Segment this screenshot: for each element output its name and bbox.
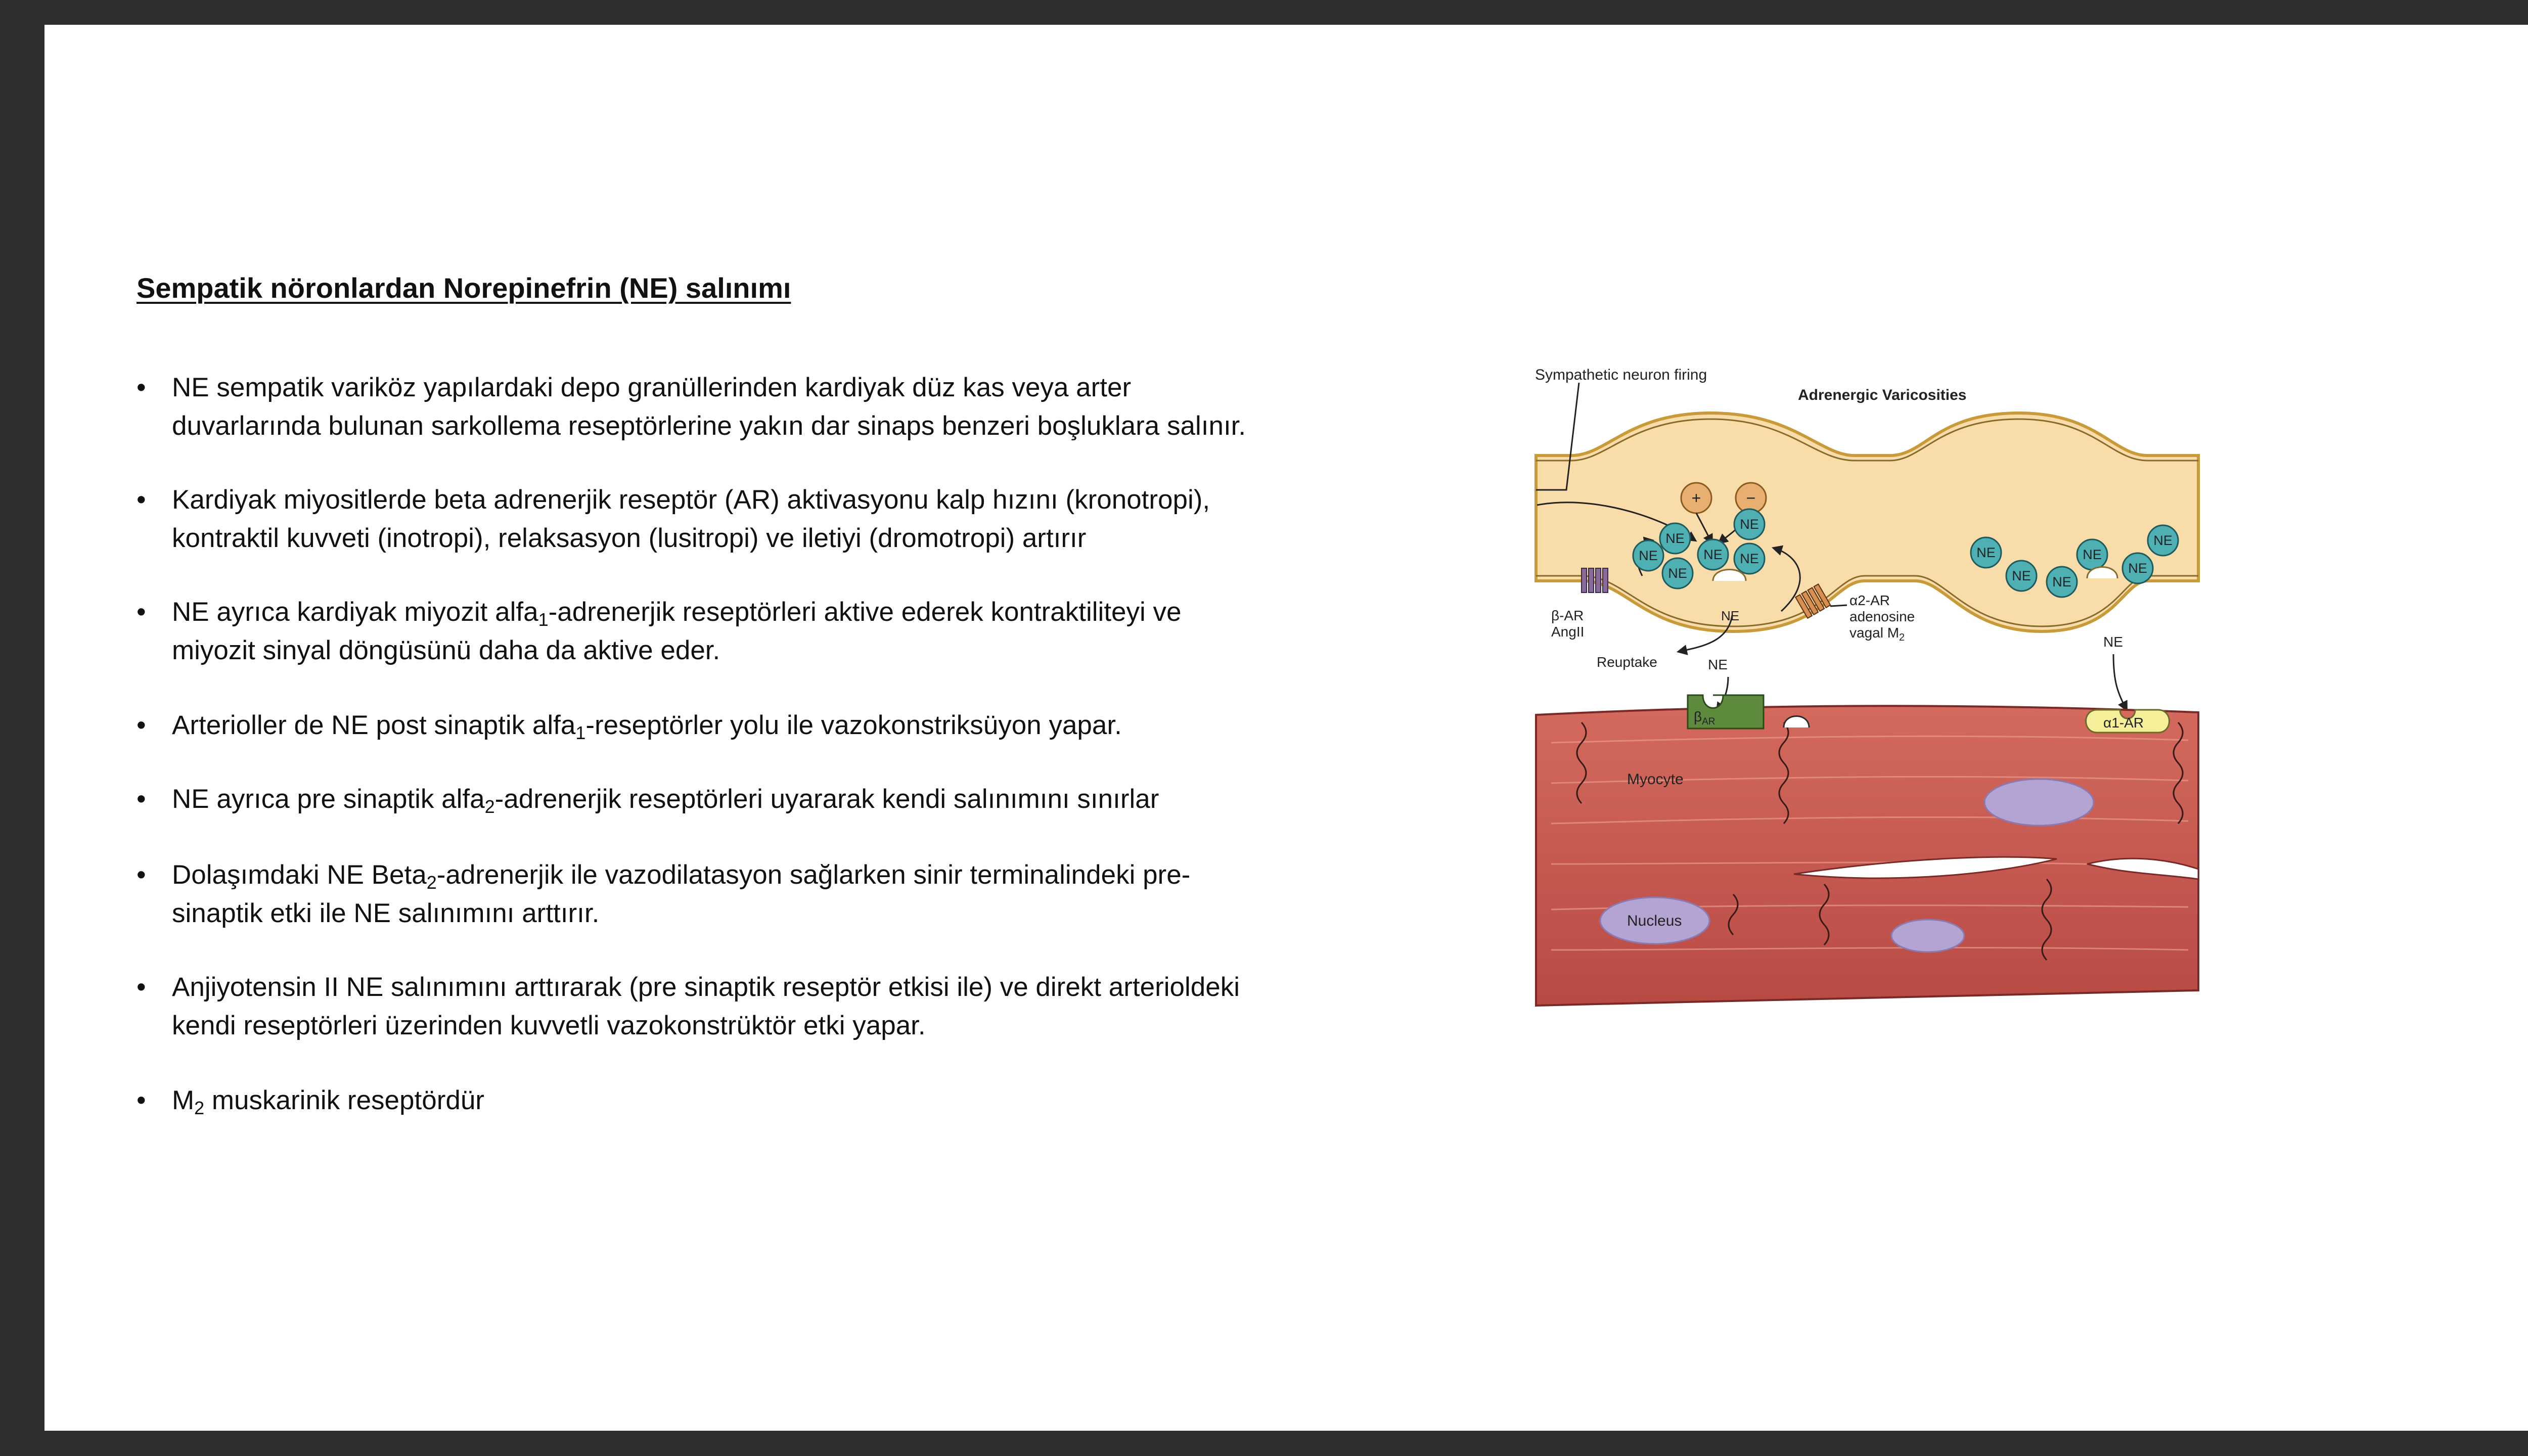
svg-text:NE: NE — [1639, 548, 1658, 563]
bullet-item — [137, 593, 1451, 670]
bullet-dot: • — [137, 1085, 146, 1115]
svg-text:NE: NE — [1976, 545, 1996, 560]
svg-text:NE: NE — [1665, 531, 1685, 546]
bullet-text: Anjiyotensin II NE salınımını arttırarak (pre sinaptik reseptör etkisi ile) ve direkt arterioldeki kendi reseptörleri üzerinden kuvvetli vazokonstrüktör etki yapar. — [172, 972, 1240, 1040]
bullet-item — [137, 1081, 1451, 1120]
bullet-dot: • — [137, 784, 146, 814]
angii-label: AngII — [1551, 624, 1585, 640]
svg-text:NE: NE — [2128, 561, 2147, 576]
bullet-item — [137, 481, 1451, 558]
vagal-m2-label: vagal $M_2$ — [1849, 625, 1905, 643]
bullet-text: NE sempatik variköz yapılardaki depo granüllerinden kardiyak düz kas veya arter duvarlarında bulunan sarkollema reseptörlerine yakın dar sinaps benzeri boşluklara salınır. — [172, 373, 1246, 441]
ne-synaptic-left: NE — [1708, 657, 1728, 672]
myocyte-muscle — [1536, 706, 2198, 1006]
adenosine-label: adenosine — [1849, 609, 1915, 624]
myocyte-label: Myocyte — [1627, 771, 1684, 788]
beta-ar-receptor-box — [1688, 695, 1764, 729]
bullet-item — [137, 706, 1451, 745]
alpha2-ar-label: α2-AR — [1849, 593, 1890, 608]
minus-sign: − — [1746, 489, 1756, 507]
adrenergic-figure — [1491, 338, 2310, 1056]
svg-text:NE: NE — [1703, 547, 1723, 562]
bullet-item — [137, 369, 1451, 445]
bullet-text: NE ayrıca pre sinaptik alfa$_2$-adrenerjik reseptörleri uyararak kendi salınımını sınırlar — [172, 784, 1159, 817]
ne-released-left: NE — [1721, 608, 1740, 623]
bullet-text: NE ayrıca kardiyak miyozit alfa$_1$-adrenerjik reseptörleri aktive ederek kontraktiliteyi ve miyozit sinyal döngüsünü daha da aktive eder. — [172, 597, 1182, 665]
nucleus-large — [1984, 779, 2094, 826]
bullet-dot: • — [137, 373, 146, 402]
svg-text:NE: NE — [1740, 517, 1759, 532]
bullet-text: Arterioller de NE post sinaptik alfa$_1$-reseptörler yolu ile vazokonstriksüyon yapar. — [172, 710, 1122, 743]
alpha1-ar-label: α1-AR — [2103, 715, 2144, 731]
svg-text:NE: NE — [2153, 533, 2173, 548]
bullet-item — [137, 968, 1451, 1045]
reuptake-label: Reuptake — [1597, 654, 1657, 670]
bullet-dot: • — [137, 860, 146, 890]
bullet-dot: • — [137, 710, 146, 740]
bullet-dot: • — [137, 485, 146, 515]
nucleus-small — [1891, 920, 1964, 952]
bullet-dot: • — [137, 972, 146, 1002]
slide — [44, 25, 2528, 1431]
svg-text:NE: NE — [1668, 566, 1687, 581]
bullet-item — [137, 856, 1451, 933]
plus-sign: + — [1691, 489, 1701, 507]
svg-text:βAR: $\beta_{AR}$ — [1694, 709, 1716, 727]
svg-text:NE: NE — [1740, 551, 1759, 566]
svg-text:NE: NE — [2052, 574, 2071, 589]
slide-title: Sempatik nöronlardan Norepinefrin (NE) salınımı — [137, 272, 791, 304]
sympathetic-label: Sympathetic neuron firing — [1535, 367, 1707, 383]
bullet-text: Kardiyak miyositlerde beta adrenerjik reseptör (AR) aktivasyonu kalp hızını (kronotropi), kontraktil kuvveti (inotropi), relaksasyon (lusitropi) ve iletiyi (dromotropi) artırır — [172, 485, 1210, 553]
nucleus-label: Nucleus — [1627, 913, 1682, 929]
bullet-text: Dolaşımdaki NE Beta$_2$-adrenerjik ile vazodilatasyon sağlarken sinir terminalindeki pre- sinaptik etki ile NE salınımını arttırır. — [172, 860, 1191, 928]
beta-ar-label: β-AR — [1551, 608, 1584, 623]
bullet-text: $M_2$ muskarinik reseptördür — [172, 1085, 484, 1118]
bullet-dot: • — [137, 597, 146, 627]
ne-synaptic-right: NE — [2103, 634, 2123, 650]
svg-text:NE: NE — [2012, 568, 2031, 583]
svg-text:NE: NE — [2083, 547, 2102, 562]
bullet-item — [137, 780, 1451, 818]
figure-svg — [1491, 338, 2310, 1056]
varicosities-label: Adrenergic Varicosities — [1798, 387, 1967, 403]
